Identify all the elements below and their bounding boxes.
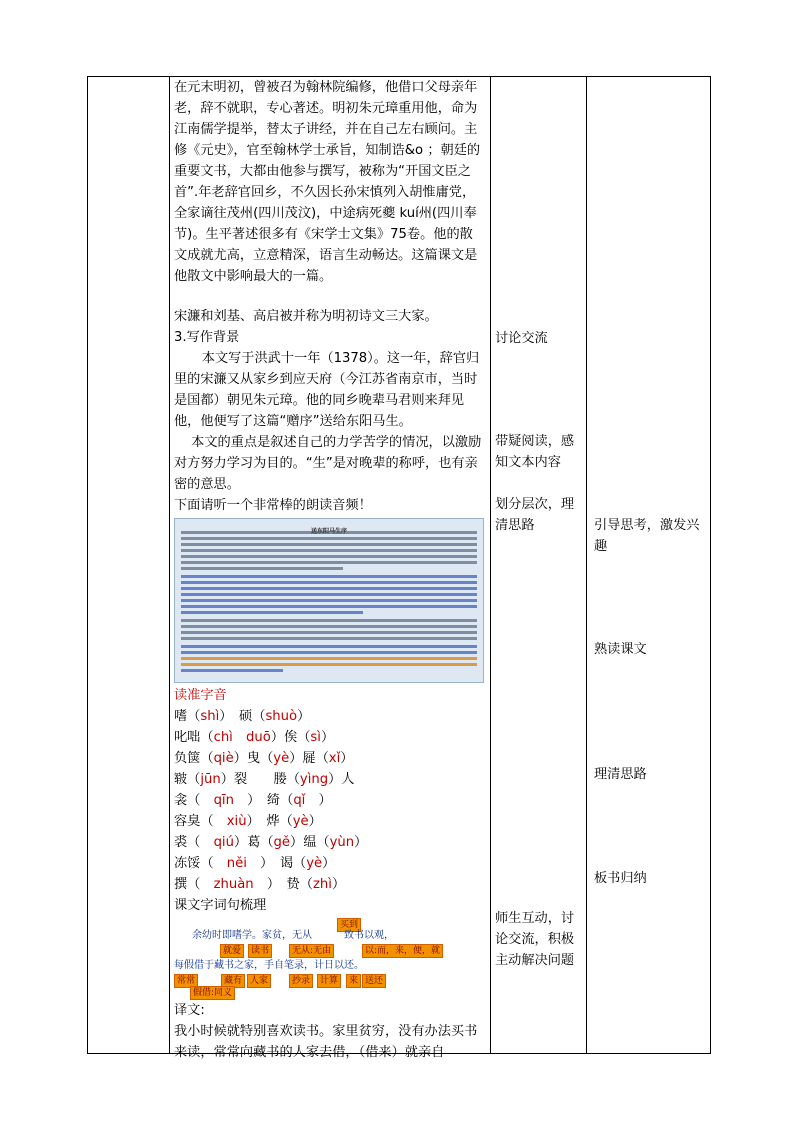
translation-heading: 译文: [174,1003,205,1018]
method-discuss: 讨论交流 [495,331,548,346]
column-divider [586,77,587,1053]
method-interaction: 师生互动，讨论交流，积极主动解决问题 [495,911,575,968]
vocabulary-image: 买到 余幼时即嗜学。家贫，无从 致书以观， 就爱 读书 无从:无由 以:而，来，便，就 每假借于藏书之家，手自笔录，计日以还。 常常 藏有 人家 抄录 计算 来 送还 假借:同义 [174,918,444,998]
column-divider [490,77,491,1053]
purpose-read-text: 熟读课文 [594,642,647,657]
pron-row: 容臭（ xiù） 烨（yè） [174,814,322,829]
lesson-table [87,76,711,1060]
pron-row: 撰（ zhuàn ） 贽（zhì） [174,877,346,892]
teaching-content-column [170,77,490,1060]
translation-paragraph: 我小时候就特别喜欢读书。家里贫穷，没有办法买书来读，常常向藏书的人家去借，（借来）就亲自 [174,1024,478,1060]
pronunciation-list [174,706,486,895]
text-excerpt-image [174,518,484,683]
pron-row: 嗜（shì） 硕（shuò） [174,709,311,724]
background-heading: 3.写作背景 [174,330,240,345]
audio-intro: 下面请听一个非常棒的朗读音频！ [174,498,372,513]
focus-paragraph: 本文的重点是叙述自己的力学苦学的情况，以激励对方努力学习为目的。“生”是对晚辈的称呼，也有亲密的意思。 [174,435,482,492]
pron-row: 衾（ qīn ） 绮（qǐ ） [174,793,332,808]
pron-row: 裘（ qiú）葛（gě）缊（yùn） [174,835,368,850]
blank-line [174,287,486,306]
purpose-board-summary: 板书归纳 [594,871,647,886]
method-read-with-questions: 带疑阅读，感知文本内容 [495,434,575,470]
method-divide-layers: 划分层次，理清思路 [495,497,575,533]
background-paragraph: 本文写于洪武十一年（1378）。这一年，辞官归里的宋濂又从家乡到应天府（今江苏省南京市，当时是国都）朝见朱元璋。他的同乡晚辈马君则来拜见他，他便写了这篇“赠序”送给东阳马生。 [174,351,480,429]
words-heading: 课文字词句梳理 [174,898,267,913]
pron-row: 皲（jūn）裂 媵（yìng）人 [174,772,355,787]
author-bio-paragraph: 在元末明初，曾被召为翰林院编修，他借口父母亲年老，辞不就职，专心著述。明初朱元璋重用他，命为江南儒学提举，替太子讲经，并在自己左右顾问。主修《元史》，官至翰林学士承旨，知制诰&o ；朝廷的重要文书，大都由他参与撰写，被称为“开国文臣之首”.年老辞官回乡，不久因长孙宋慎列入胡惟庸党，全家谪往茂州(四川茂汶)，中途病死夔 kuí州(四川奉节)。生平著述很多有《宋学士文集》75卷。他的散文成就尤高，立意精深，语言生动畅达。这篇课文是他散文中影响最大的一篇。 [174,80,481,284]
pronunciation-heading: 读准字音 [174,688,227,703]
pron-row: 叱咄（chì duō）俟（sì） [174,730,335,745]
purpose-guide-thinking: 引导思考，激发兴趣 [594,518,700,554]
pron-row: 冻馁（ něi ） 谒（yè） [174,856,336,871]
three-masters-paragraph: 宋濂和刘基、高启被并称为明初诗文三大家。 [174,309,438,324]
purpose-clarify: 理清思路 [594,767,647,782]
pron-row: 负箧（qiè）曳（yè）屣（xǐ） [174,751,354,766]
